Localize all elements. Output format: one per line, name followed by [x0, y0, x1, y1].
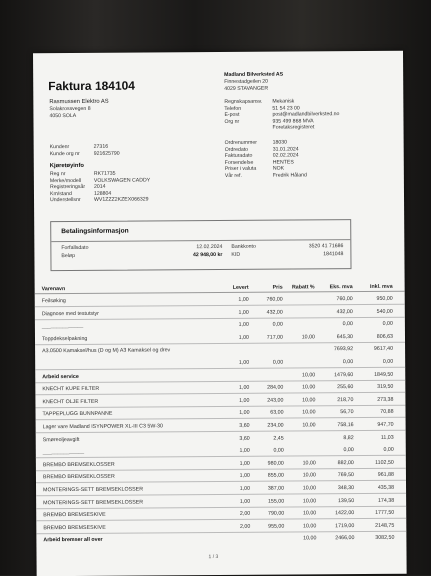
table-row [35, 344, 405, 358]
info-value: VOLKSWAGEN CADDY [94, 177, 150, 184]
info-label [225, 125, 273, 132]
line-description: TAPPEPLUGG BUNNPANNE [43, 411, 113, 417]
line-price: 155,00 [262, 498, 284, 504]
info-label: Vår ref. [225, 173, 273, 180]
customer-info [50, 144, 120, 158]
line-description: Arbeid service [42, 374, 79, 380]
line-delivered: 1,00 [227, 360, 249, 366]
line-discount: 10,00 [290, 536, 316, 542]
line-price: 0,00 [262, 448, 284, 454]
info-label: Km/stand [50, 191, 94, 198]
header-discount: Rabatt % [289, 284, 315, 290]
line-discount: 10,00 [289, 385, 315, 391]
table-row [36, 508, 406, 522]
line-ex-vat: 760,00 [325, 296, 353, 302]
line-inc-vat: 1102,50 [364, 460, 394, 466]
line-delivered: 3,60 [228, 423, 250, 429]
line-delivered: 1,00 [228, 473, 250, 479]
info-row [225, 125, 340, 132]
info-value: 27316 [94, 144, 120, 151]
payment-divider [51, 239, 350, 242]
line-discount: 10,00 [290, 511, 316, 517]
kid-value: 1841048 [281, 251, 343, 258]
line-delivered: 1,00 [227, 385, 249, 391]
info-label: Forsendelse [225, 159, 273, 166]
line-discount: 10,00 [290, 460, 316, 466]
line-ex-vat: 1719,00 [326, 523, 354, 529]
line-ex-vat: 1479,60 [325, 372, 353, 378]
invoice-title: Faktura 184104 [48, 79, 135, 94]
table-row [35, 382, 405, 396]
info-label: E-post [224, 112, 272, 119]
line-description: KNECHT KUPE FILTER [42, 386, 99, 392]
header-price: Pris [261, 285, 283, 291]
info-value: 31.01.2024 [273, 146, 307, 153]
header-ex-vat: Eks. mva [325, 284, 353, 290]
line-ex-vat: 255,60 [325, 384, 353, 390]
line-price: 790,00 [262, 511, 284, 517]
info-value: 2014 [94, 184, 150, 191]
line-inc-vat: 435,38 [364, 485, 394, 491]
line-description: Lager vare Madland ISYNPOWER XL-III C3 5W-30 [43, 423, 163, 430]
invoice-page [33, 51, 407, 576]
table-row [36, 457, 406, 471]
line-price: 760,00 [261, 297, 283, 303]
line-delivered: 1,00 [227, 309, 249, 315]
table-row [36, 533, 406, 547]
line-inc-vat: 540,00 [363, 308, 393, 314]
line-inc-vat: 1849,50 [363, 371, 393, 377]
line-inc-vat: 0,00 [364, 447, 394, 453]
info-value: Fredrik Håland [273, 172, 307, 179]
line-inc-vat: 0,00 [363, 321, 393, 327]
info-row [50, 197, 150, 204]
table-row [35, 331, 405, 345]
header-description: Varenavn [42, 286, 66, 292]
page-number: 1 / 3 [209, 554, 219, 560]
line-ex-vat: 56,70 [325, 409, 353, 415]
recipient-address2: 4050 SOLA [49, 113, 108, 120]
table-row [36, 432, 406, 446]
line-inc-vat: 3082,50 [364, 535, 394, 541]
info-label: Reg nr [50, 171, 94, 178]
line-discount: 10,00 [290, 410, 316, 416]
recipient-name: Rasmussen Elektro AS [49, 98, 108, 106]
line-delivered: 1,00 [228, 410, 250, 416]
company-info [224, 98, 339, 132]
line-price: 0,00 [261, 360, 283, 366]
line-inc-vat: 961,88 [364, 472, 394, 478]
line-description: Feilsøking [42, 298, 66, 304]
line-ex-vat: 0,00 [325, 321, 353, 327]
table-row [35, 407, 405, 421]
table-row [36, 495, 406, 509]
due-value: 12.02.2024 [166, 244, 222, 251]
line-description: BREMBO BREMSESKIVE [43, 525, 105, 531]
info-value: Mekanisk [272, 98, 339, 105]
info-value: 935 499 868 MVA [272, 118, 339, 125]
sender-address1: Finnestadgeilen 20 [224, 79, 283, 86]
line-discount: 10,00 [290, 422, 316, 428]
payment-title: Betalingsinformasjon [61, 228, 128, 235]
table-row [36, 483, 406, 497]
info-label: Kunde org nr [50, 150, 94, 157]
sender-block [224, 72, 283, 93]
info-label: Kundenr [50, 144, 94, 151]
line-ex-vat: 139,50 [326, 498, 354, 504]
line-description: ______________ [42, 323, 83, 329]
line-ex-vat: 1422,00 [326, 510, 354, 516]
table-row [36, 420, 406, 434]
vehicle-info [50, 170, 151, 204]
vehicle-heading: Kjøretøyinfo [50, 162, 84, 170]
table-row [35, 319, 405, 333]
info-label: Understellsnr [50, 197, 94, 204]
line-price: 2,45 [262, 435, 284, 441]
line-description: MONTERINGS-SETT BREMSEKLOSSER [43, 499, 143, 506]
sender-name: Madland Bilverksted AS [224, 72, 283, 79]
line-price: 0,00 [261, 322, 283, 328]
info-label: Ordrenummer [225, 140, 273, 147]
table-row [35, 294, 405, 308]
line-price: 432,00 [261, 309, 283, 315]
line-description: ______________ [43, 449, 84, 455]
table-row [36, 470, 406, 484]
line-description: MONTERINGS-SETT BREMSEKLOSSER [43, 487, 143, 494]
line-ex-vat: 882,00 [326, 460, 354, 466]
invoice-lines [35, 282, 405, 285]
info-value: 921625790 [94, 150, 120, 157]
table-row [35, 357, 405, 371]
line-inc-vat: 0,00 [363, 359, 393, 365]
info-value: post@madlandbilverksted.no [272, 111, 339, 118]
line-ex-vat: 0,00 [326, 447, 354, 453]
line-ex-vat: 2466,00 [326, 535, 354, 541]
line-ex-vat: 0,00 [325, 359, 353, 365]
line-inc-vat: 11,03 [364, 434, 394, 440]
line-discount: 10,00 [289, 397, 315, 403]
recipient-block [49, 98, 108, 120]
line-description: Smøreoljeavgift [43, 437, 80, 443]
line-delivered: 1,00 [228, 461, 250, 467]
line-price: 284,00 [261, 385, 283, 391]
line-price: 955,00 [262, 523, 284, 529]
info-value: 18030 [273, 139, 307, 146]
line-price: 63,00 [262, 410, 284, 416]
line-description: KNECHT OLJE FILTER [42, 399, 98, 405]
line-delivered: 2,00 [228, 511, 250, 517]
line-description: BREMBO BREMSEKLOSSER [43, 474, 115, 481]
account-label: Bankkonto [231, 244, 256, 251]
line-inc-vat: 2148,75 [364, 523, 394, 529]
line-inc-vat: 70,88 [363, 409, 393, 415]
line-delivered: 1,00 [227, 297, 249, 303]
line-delivered: 2,00 [228, 524, 250, 530]
line-delivered: 1,00 [227, 398, 249, 404]
recipient-address1: Solakrossvegen 8 [49, 106, 108, 113]
line-delivered: 1,00 [227, 335, 249, 341]
line-price: 980,00 [262, 460, 284, 466]
amount-value: 42 948,00 kr [166, 252, 222, 259]
line-price: 855,00 [262, 473, 284, 479]
info-label: Registreringsår [50, 184, 94, 191]
line-discount: 10,00 [290, 523, 316, 529]
header-inc-vat: Inkl. mva [363, 284, 393, 290]
line-discount: 10,00 [289, 372, 315, 378]
info-value: 51 54 23 00 [272, 105, 339, 112]
info-label: Fakturadato [225, 153, 273, 160]
info-label: Ordredato [225, 146, 273, 153]
kid-label: KID [231, 252, 240, 259]
line-inc-vat: 174,38 [364, 497, 394, 503]
info-label: Regnskapsansv. [224, 99, 272, 106]
line-discount: 10,00 [290, 498, 316, 504]
line-ex-vat: 645,30 [325, 334, 353, 340]
line-delivered: 1,00 [227, 322, 249, 328]
line-inc-vat: 319,50 [363, 384, 393, 390]
info-value: 02.02.2024 [273, 153, 307, 160]
info-label: Merke/modell [50, 177, 94, 184]
line-inc-vat: 950,00 [363, 296, 393, 302]
line-ex-vat: 348,30 [326, 485, 354, 491]
table-row [35, 394, 405, 408]
line-discount: 10,00 [290, 473, 316, 479]
line-description: BREMBO BREMSESKIVE [43, 512, 105, 518]
line-delivered: 1,00 [228, 448, 250, 454]
order-info [225, 139, 307, 179]
line-price: 387,00 [262, 486, 284, 492]
sender-address2: 4029 STAVANGER [224, 86, 283, 93]
info-value: HENTES [273, 159, 307, 166]
payment-box [50, 219, 351, 271]
line-delivered: 1,00 [228, 498, 250, 504]
lines-header [35, 282, 405, 295]
line-inc-vat: 9617,40 [363, 346, 393, 352]
line-price: 243,00 [261, 397, 283, 403]
line-description: Toppdekselpakning [42, 336, 87, 342]
line-ex-vat: 769,50 [326, 472, 354, 478]
line-ex-vat: 8,82 [326, 435, 354, 441]
line-description: A3.0500 Kamaksel/hus (D og M) A3 Kamaksel og drev [42, 348, 170, 355]
line-ex-vat: 758,16 [326, 422, 354, 428]
table-row [35, 369, 405, 383]
line-discount: 10,00 [290, 485, 316, 491]
info-value: NOK [273, 166, 307, 173]
due-label: Forfallsdato [61, 245, 88, 252]
line-description: Arbeid bremser all over [43, 537, 102, 543]
line-inc-vat: 947,70 [364, 422, 394, 428]
info-value: WV1ZZZ2KZEX066329 [94, 197, 150, 204]
line-price: 717,00 [261, 334, 283, 340]
table-row [35, 306, 405, 320]
line-delivered: 3,60 [228, 435, 250, 441]
info-value: Foretaksregisteret [273, 125, 340, 132]
info-label: Org nr [224, 118, 272, 125]
line-ex-vat: 7693,92 [325, 346, 353, 352]
account-value: 3520 41 71686 [281, 243, 343, 250]
line-delivered: 1,00 [228, 486, 250, 492]
line-description: BREMBO BREMSEKLOSSER [43, 462, 115, 469]
line-inc-vat: 273,38 [363, 397, 393, 403]
line-inc-vat: 1777,50 [364, 510, 394, 516]
info-label: Priser i valuta [225, 166, 273, 173]
header-delivered: Levert [227, 285, 249, 291]
line-price: 234,00 [262, 423, 284, 429]
line-ex-vat: 432,00 [325, 309, 353, 315]
line-description: Diagnose med testutstyr [42, 310, 99, 316]
line-ex-vat: 218,70 [325, 397, 353, 403]
amount-label: Beløp [61, 253, 75, 260]
info-row [225, 172, 307, 179]
table-row [36, 520, 406, 534]
line-inc-vat: 806,63 [363, 334, 393, 340]
table-row [36, 445, 406, 459]
info-row [50, 150, 120, 157]
info-value: 128804 [94, 190, 150, 197]
info-value: RK71735 [94, 170, 150, 177]
line-discount: 10,00 [289, 334, 315, 340]
info-label: Telefon [224, 105, 272, 112]
